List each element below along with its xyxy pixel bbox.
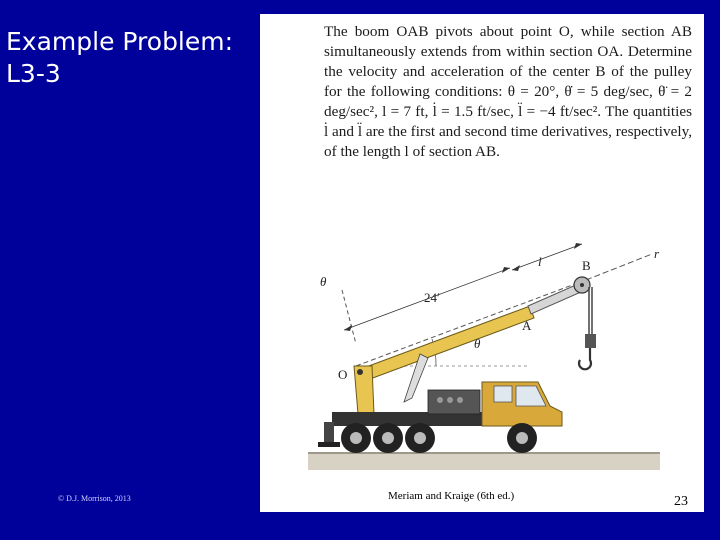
- gauge-2: [447, 397, 453, 403]
- outrigger-pad: [318, 442, 340, 447]
- problem-text: The boom OAB pivots about point O, while section AB simultaneously extends from within section OA. Determine the velocity and acceleration of the center B of the pulley for the following conditions: θ = 20°, θ̇ = 5 deg/sec, θ̈ = 2 deg/sec², l = 7 ft, l̇ = 1.5 ft/sec, l̈ = −4 ft/sec². The quantities l̇ and l̈ are the first and second time derivatives, respectively, of the length l of section AB.: [324, 23, 692, 160]
- copyright-notice: © D.J. Morrison, 2013: [58, 494, 131, 503]
- crane-diagram: [260, 14, 704, 512]
- wheel-2: [373, 423, 403, 453]
- slide-number: 23: [674, 494, 688, 509]
- boom-axis-line: [356, 284, 575, 366]
- label-r: r: [654, 246, 660, 261]
- theta-reference-line: [342, 290, 356, 344]
- pulley-center: [580, 283, 584, 287]
- boom-mast: [354, 366, 374, 414]
- ground: [308, 452, 660, 470]
- dimension-l-arrow-right: [574, 243, 582, 249]
- wheel-4: [507, 423, 537, 453]
- boom-outer-section: [358, 306, 534, 382]
- gauge-3: [457, 397, 463, 403]
- dimension-l: [512, 244, 582, 270]
- textbook-figure-panel: [260, 14, 704, 512]
- label-l: l: [538, 254, 542, 269]
- wheel-3: [405, 423, 435, 453]
- dimension-l-arrow-left: [512, 265, 520, 271]
- pivot-o: [357, 369, 363, 375]
- label-24ft: 24′: [424, 290, 440, 305]
- equipment-box: [428, 390, 480, 414]
- gauge-1: [437, 397, 443, 403]
- label-theta-top: θ: [320, 274, 327, 289]
- label-a: A: [522, 318, 532, 333]
- slide-title-line-2: L3-3: [6, 59, 61, 88]
- figure-credit: Meriam and Kraige (6th ed.): [388, 490, 515, 502]
- outrigger-leg: [324, 422, 334, 444]
- slide-title-line-1: Example Problem:: [6, 27, 234, 56]
- slide-title: [6, 26, 233, 90]
- cab-side-window: [494, 386, 512, 402]
- label-o: O: [338, 367, 348, 382]
- wheel-1: [341, 423, 371, 453]
- label-b: B: [582, 258, 591, 273]
- dimension-arrow-left: [344, 325, 352, 331]
- label-theta-mid: θ: [474, 336, 481, 351]
- dimension-arrow-right: [502, 267, 510, 273]
- hook-block: [585, 334, 596, 348]
- r-direction-line: [586, 254, 652, 280]
- hook: [579, 348, 591, 369]
